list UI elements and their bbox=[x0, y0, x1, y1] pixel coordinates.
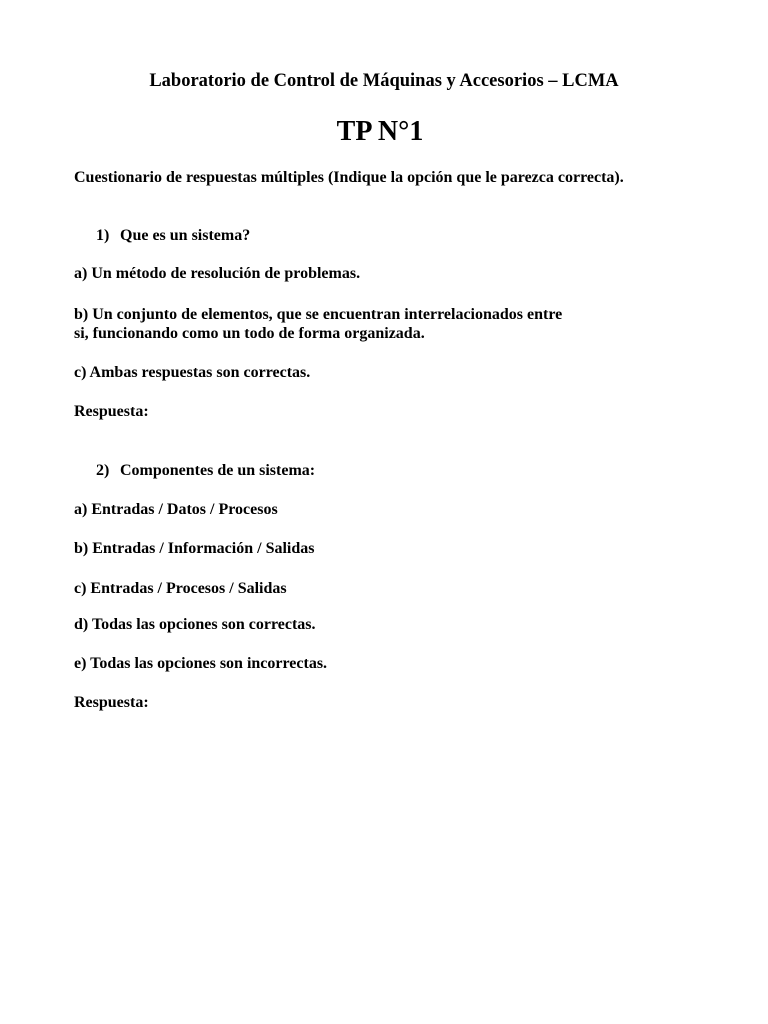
option-2d: d) Todas las opciones son correctas. bbox=[74, 616, 316, 633]
option-2a: a) Entradas / Datos / Procesos bbox=[74, 501, 278, 518]
question-number: 2) bbox=[96, 462, 110, 479]
question-2 bbox=[96, 461, 315, 481]
question-1 bbox=[96, 226, 250, 246]
lab-title: Laboratorio de Control de Máquinas y Accesorios – LCMA bbox=[149, 71, 619, 91]
question-text: Que es un sistema? bbox=[120, 227, 251, 244]
instructions: Cuestionario de respuestas múltiples (Indique la opción que le parezca correcta). bbox=[74, 169, 624, 186]
tp-title: TP N°1 bbox=[336, 116, 424, 147]
option-1b-line2: si, funcionando como un todo de forma organizada. bbox=[74, 325, 425, 342]
answer-label-1: Respuesta: bbox=[74, 403, 149, 420]
question-number: 1) bbox=[96, 227, 110, 244]
option-2c: c) Entradas / Procesos / Salidas bbox=[74, 580, 287, 597]
option-1a: a) Un método de resolución de problemas. bbox=[74, 265, 361, 282]
question-text: Componentes de un sistema: bbox=[120, 462, 316, 479]
option-2b: b) Entradas / Información / Salidas bbox=[74, 540, 315, 557]
option-2e: e) Todas las opciones son incorrectas. bbox=[74, 655, 328, 672]
answer-label-2: Respuesta: bbox=[74, 694, 149, 711]
option-1b-line1: b) Un conjunto de elementos, que se encuentran interrelacionados entre bbox=[74, 306, 563, 323]
option-1c: c) Ambas respuestas son correctas. bbox=[74, 364, 311, 381]
